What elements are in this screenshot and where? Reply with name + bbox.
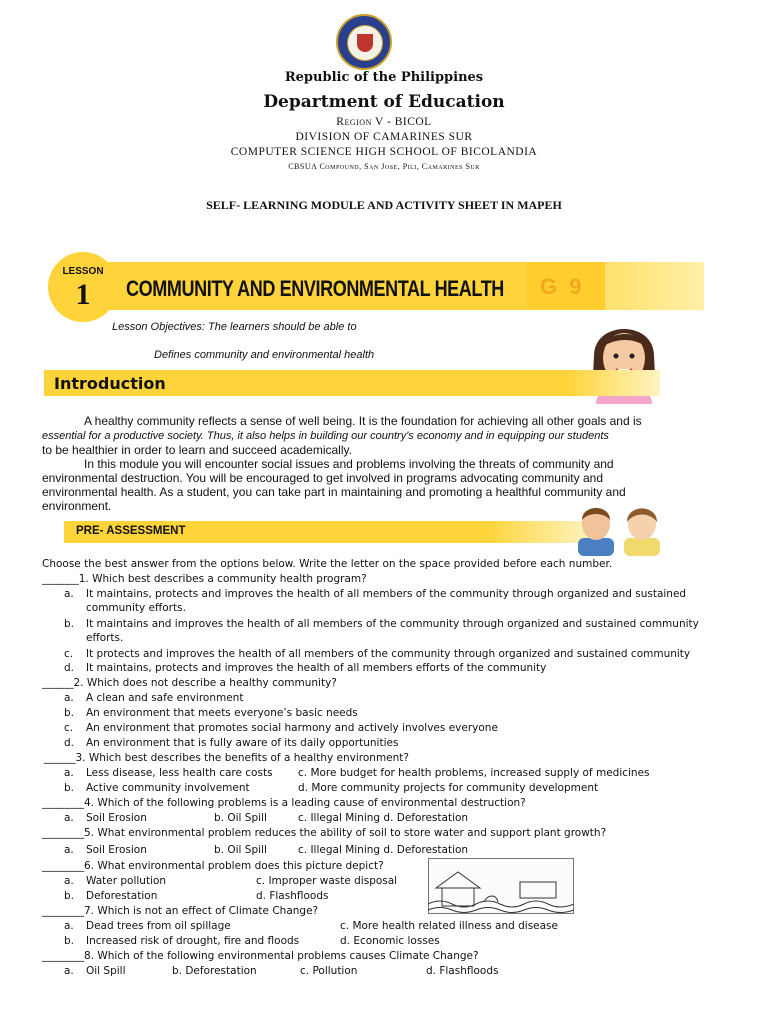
introduction-heading: Introduction xyxy=(54,374,166,393)
intro-para1-line3: to be healthier in order to learn and succeed academically. xyxy=(42,443,352,457)
option-letter: a. xyxy=(64,844,74,856)
objective-item: Defines community and environmental health xyxy=(154,349,375,361)
question-4: ________4. Which of the following problems is a leading cause of environmental destruction? xyxy=(42,797,526,809)
q4-option-c: c. Illegal Mining d. Deforestation xyxy=(298,812,469,824)
option-letter: a. xyxy=(64,965,74,977)
q8-option-a: Oil Spill xyxy=(86,965,126,977)
q4-option-b: b. Oil Spill xyxy=(214,812,267,824)
q7-option-d: d. Economic losses xyxy=(340,935,440,947)
q6-option-a: Water pollution xyxy=(86,875,167,887)
pre-assessment-heading: PRE- ASSESSMENT xyxy=(76,525,186,537)
q5-option-c: c. Illegal Mining d. Deforestation xyxy=(298,844,469,856)
option-letter: a. xyxy=(64,875,74,887)
intro-para2-line1: In this module you will encounter social issues and problems involving the threats of community and xyxy=(84,457,614,471)
option-letter: a. xyxy=(64,692,74,704)
lesson-number: 1 xyxy=(75,278,91,311)
q7-option-c: c. More health related illness and disease xyxy=(340,920,558,932)
option-letter: a. xyxy=(64,767,74,779)
intro-para2-line2: environmental destruction. You will be encouraged to get involved in programs advocating community and xyxy=(42,471,603,485)
intro-para2-line3: environmental health. As a student, you can take part in maintaining and promoting a healthful community and xyxy=(42,485,626,499)
question-6: ________6. What environmental problem does this picture depict? xyxy=(42,860,384,872)
q7-option-a: Dead trees from oil spillage xyxy=(86,920,231,932)
option-letter: a. xyxy=(64,812,74,824)
q6-option-b: Deforestation xyxy=(86,890,158,902)
grade-label: G 9 xyxy=(540,274,585,299)
lesson-label: LESSON xyxy=(62,266,104,277)
q1-option-a: It maintains, protects and improves the health of all members of the community through organized and sustained xyxy=(86,588,687,600)
q8-option-b: b. Deforestation xyxy=(172,965,257,977)
module-title: SELF- LEARNING MODULE AND ACTIVITY SHEET IN MAPEH xyxy=(206,198,562,212)
q2-option-d: An environment that is fully aware of its daily opportunities xyxy=(86,737,399,749)
objectives-intro: Lesson Objectives: The learners should be able to xyxy=(112,321,357,333)
instructions: Choose the best answer from the options below. Write the letter on the space provided before each number. xyxy=(42,558,613,570)
q8-option-c: c. Pollution xyxy=(300,965,358,977)
intro-para1-line1: A healthy community reflects a sense of well being. It is the foundation for achieving all other goals and is xyxy=(84,414,642,428)
q6-option-d: d. Flashfloods xyxy=(256,890,329,902)
q5-option-b: b. Oil Spill xyxy=(214,844,267,856)
q8-option-d: d. Flashfloods xyxy=(426,965,499,977)
question-5: ________5. What environmental problem reduces the ability of soil to store water and support plant growth? xyxy=(42,827,607,839)
q1-option-a-cont: community efforts. xyxy=(86,602,186,614)
region-line: Region V - BICOL xyxy=(336,116,432,128)
question-7: ________7. Which is not an effect of Climate Change? xyxy=(42,905,319,917)
option-letter: d. xyxy=(64,737,75,749)
option-letter: b. xyxy=(64,707,75,719)
option-letter: c. xyxy=(64,648,74,660)
q3-option-c: c. More budget for health problems, increased supply of medicines xyxy=(298,767,650,779)
option-letter: b. xyxy=(64,782,75,794)
option-letter: a. xyxy=(64,588,74,600)
option-letter: c. xyxy=(64,722,74,734)
q1-option-b: It maintains and improves the health of all members of the community through organized and sustained community xyxy=(86,618,699,630)
q6-option-c: c. Improper waste disposal xyxy=(256,875,398,887)
option-letter: b. xyxy=(64,618,75,630)
q1-option-d: It maintains, protects and improves the health of all members efforts of the community xyxy=(86,662,547,674)
intro-para1-line2: essential for a productive society. Thus, it also helps in building our country's economy and in equipping our students xyxy=(42,430,609,442)
q1-option-b-cont: efforts. xyxy=(86,632,124,644)
option-letter: a. xyxy=(64,920,74,932)
question-1: _______1. Which best describes a community health program? xyxy=(42,573,367,585)
question-3: ______3. Which best describes the benefits of a healthy environment? xyxy=(44,752,409,764)
address-line: CBSUA Compound, San Jose, Pili, Camarines Sur xyxy=(288,162,480,171)
school-line: COMPUTER SCIENCE HIGH SCHOOL OF BICOLANDIA xyxy=(230,146,538,158)
division-line: DIVISION OF CAMARINES SUR xyxy=(295,131,473,143)
question-8: ________8. Which of the following environmental problems causes Climate Change? xyxy=(42,950,479,962)
option-letter: d. xyxy=(64,662,75,674)
q4-option-a: Soil Erosion xyxy=(86,812,147,824)
question-2: ______2. Which does not describe a healthy community? xyxy=(42,677,337,689)
option-letter: b. xyxy=(64,935,75,947)
option-letter: b. xyxy=(64,890,75,902)
lesson-title: COMMUNITY AND ENVIRONMENTAL HEALTH xyxy=(126,276,504,301)
q5-option-a: Soil Erosion xyxy=(86,844,147,856)
intro-para2-line4: environment. xyxy=(42,499,112,513)
republic-line: Republic of the Philippines xyxy=(284,70,484,85)
department-line: Department of Education xyxy=(263,92,505,112)
q3-option-d: d. More community projects for community development xyxy=(298,782,599,794)
q2-option-c: An environment that promotes social harmony and actively involves everyone xyxy=(86,722,498,734)
q3-option-a: Less disease, less health care costs xyxy=(86,767,273,779)
q3-option-b: Active community involvement xyxy=(86,782,250,794)
q7-option-b: Increased risk of drought, fire and floods xyxy=(86,935,300,947)
deped-seal xyxy=(336,14,392,70)
q2-option-b: An environment that meets everyone’s basic needs xyxy=(86,707,358,719)
students-illustration xyxy=(570,500,670,556)
flood-sketch-image xyxy=(428,858,574,914)
q2-option-a: A clean and safe environment xyxy=(86,692,244,704)
q1-option-c: It protects and improves the health of all members of the community through organized and sustained community xyxy=(86,648,691,660)
